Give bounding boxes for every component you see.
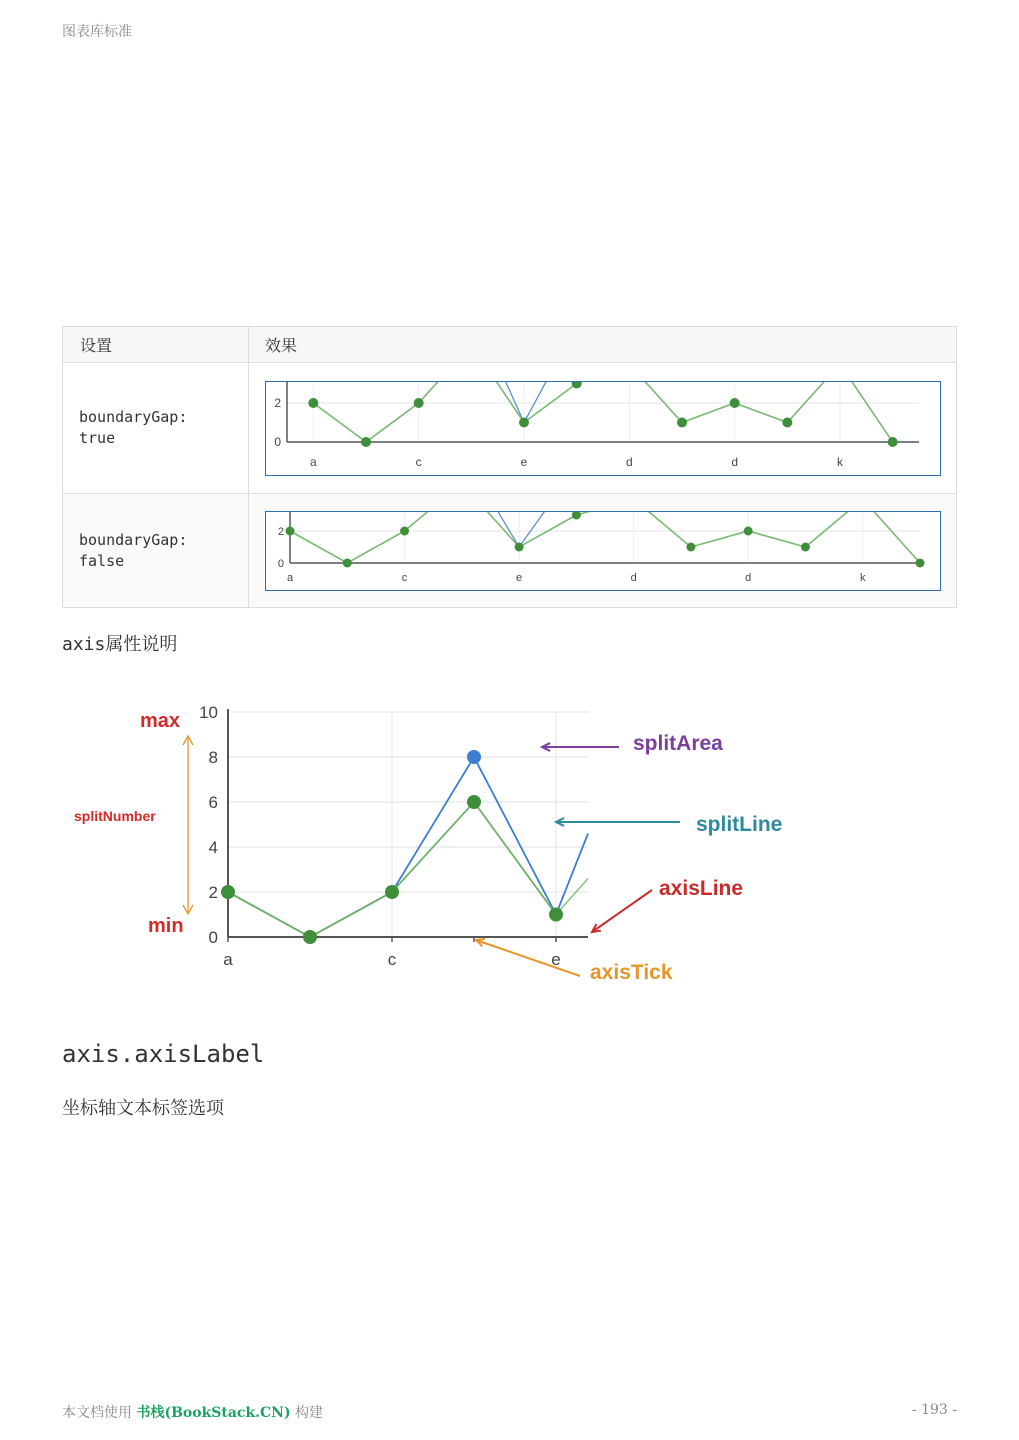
data-point — [686, 542, 695, 551]
y-tick-label: 4 — [208, 838, 218, 857]
column-header-setting: 设置 — [63, 327, 249, 363]
effect-cell — [249, 494, 957, 608]
section-description: 坐标轴文本标签选项 — [62, 1098, 224, 1119]
data-point — [308, 398, 318, 408]
section-title-mono: axis — [62, 634, 106, 655]
data-point — [414, 398, 424, 408]
data-point — [515, 542, 524, 551]
min-annotation: min — [148, 915, 184, 937]
setting-code-line2: true — [79, 429, 116, 447]
y-tick-label: 2 — [277, 525, 284, 538]
chart-plot-area — [278, 511, 925, 584]
axistick-arrow — [476, 940, 580, 976]
setting-cell — [63, 494, 249, 608]
series-line-green — [290, 511, 920, 563]
data-point — [400, 526, 409, 535]
data-point — [519, 417, 529, 427]
annotation-arrows — [183, 736, 680, 976]
x-tick-label: a — [286, 571, 294, 584]
splitnumber-annotation: splitNumber — [74, 808, 156, 824]
data-point-green — [385, 885, 399, 899]
data-point — [361, 437, 371, 447]
data-point — [572, 381, 582, 389]
x-tick-label: d — [630, 571, 637, 584]
table-row — [63, 494, 957, 608]
data-point — [888, 437, 898, 447]
data-point — [572, 511, 581, 520]
data-point — [286, 526, 295, 535]
setting-code-line2: false — [79, 551, 125, 570]
x-tick-label: e — [516, 571, 523, 584]
x-tick-label: d — [731, 454, 739, 469]
y-tick-label: 0 — [208, 928, 218, 947]
series-line-blue-continuation — [556, 834, 588, 915]
section-title-axis-props — [62, 630, 177, 656]
x-tick-label: e — [520, 454, 528, 469]
axistick-annotation: axisTick — [590, 961, 673, 984]
setting-code-line1: boundaryGap: — [79, 408, 188, 426]
data-point — [744, 526, 753, 535]
footer-brand-link[interactable]: 书栈(BookStack.CN) — [136, 1405, 291, 1421]
data-point-blue — [467, 750, 481, 764]
series-line-green — [313, 381, 892, 442]
data-point — [801, 542, 810, 551]
y-tick-label: 2 — [274, 395, 281, 410]
x-tick-label: c — [415, 454, 422, 469]
data-point-green — [549, 908, 563, 922]
y-tick-label: 0 — [274, 434, 281, 449]
column-header-effect: 效果 — [249, 327, 957, 363]
splitarea-annotation: splitArea — [633, 732, 723, 755]
section-title-cjk: 属性说明 — [105, 634, 178, 655]
x-tick-label: d — [745, 571, 752, 584]
page-number: - 193 - — [911, 1402, 957, 1418]
x-tick-label: a — [223, 950, 233, 969]
data-point — [677, 417, 687, 427]
y-tick-label: 0 — [277, 557, 284, 570]
setting-cell — [63, 363, 249, 494]
x-tick-label: k — [837, 454, 843, 469]
chart-plot-area — [274, 381, 919, 469]
splitline-annotation: splitLine — [696, 813, 783, 836]
boundarygap-true-chart — [265, 381, 941, 476]
boundarygap-false-chart — [265, 511, 941, 591]
data-point-green — [467, 795, 481, 809]
data-point-green — [303, 930, 317, 944]
y-tick-label: 10 — [199, 703, 218, 722]
data-point — [730, 398, 740, 408]
running-header: 图表库标准 — [62, 24, 132, 40]
section-heading-axislabel: axis.axisLabel — [62, 1040, 265, 1068]
x-tick-label: c — [387, 950, 397, 969]
x-tick-label: c — [401, 571, 408, 584]
axis-properties-diagram — [62, 690, 802, 1000]
y-tick-label: 2 — [208, 883, 218, 902]
footer — [62, 1402, 323, 1422]
table-row — [63, 363, 957, 494]
data-point — [782, 417, 792, 427]
boundarygap-table — [62, 326, 957, 608]
x-tick-label: a — [309, 454, 317, 469]
data-point — [916, 558, 925, 567]
axisline-annotation: axisLine — [659, 877, 744, 900]
x-tick-label: k — [859, 571, 866, 584]
x-tick-label: e — [551, 950, 561, 969]
axisline-arrow — [592, 890, 652, 932]
data-point-green — [221, 885, 235, 899]
diagram-plot-area — [199, 703, 588, 969]
setting-code-line1: boundaryGap: — [79, 530, 188, 549]
max-annotation: max — [140, 710, 181, 732]
footer-suffix: 构建 — [290, 1405, 324, 1421]
data-point — [343, 558, 352, 567]
footer-prefix: 本文档使用 — [62, 1405, 137, 1421]
y-tick-label: 6 — [208, 793, 218, 812]
effect-cell — [249, 363, 957, 494]
y-tick-label: 8 — [208, 748, 218, 767]
series-line-green-continuation — [556, 879, 588, 915]
x-tick-label: d — [625, 454, 633, 469]
